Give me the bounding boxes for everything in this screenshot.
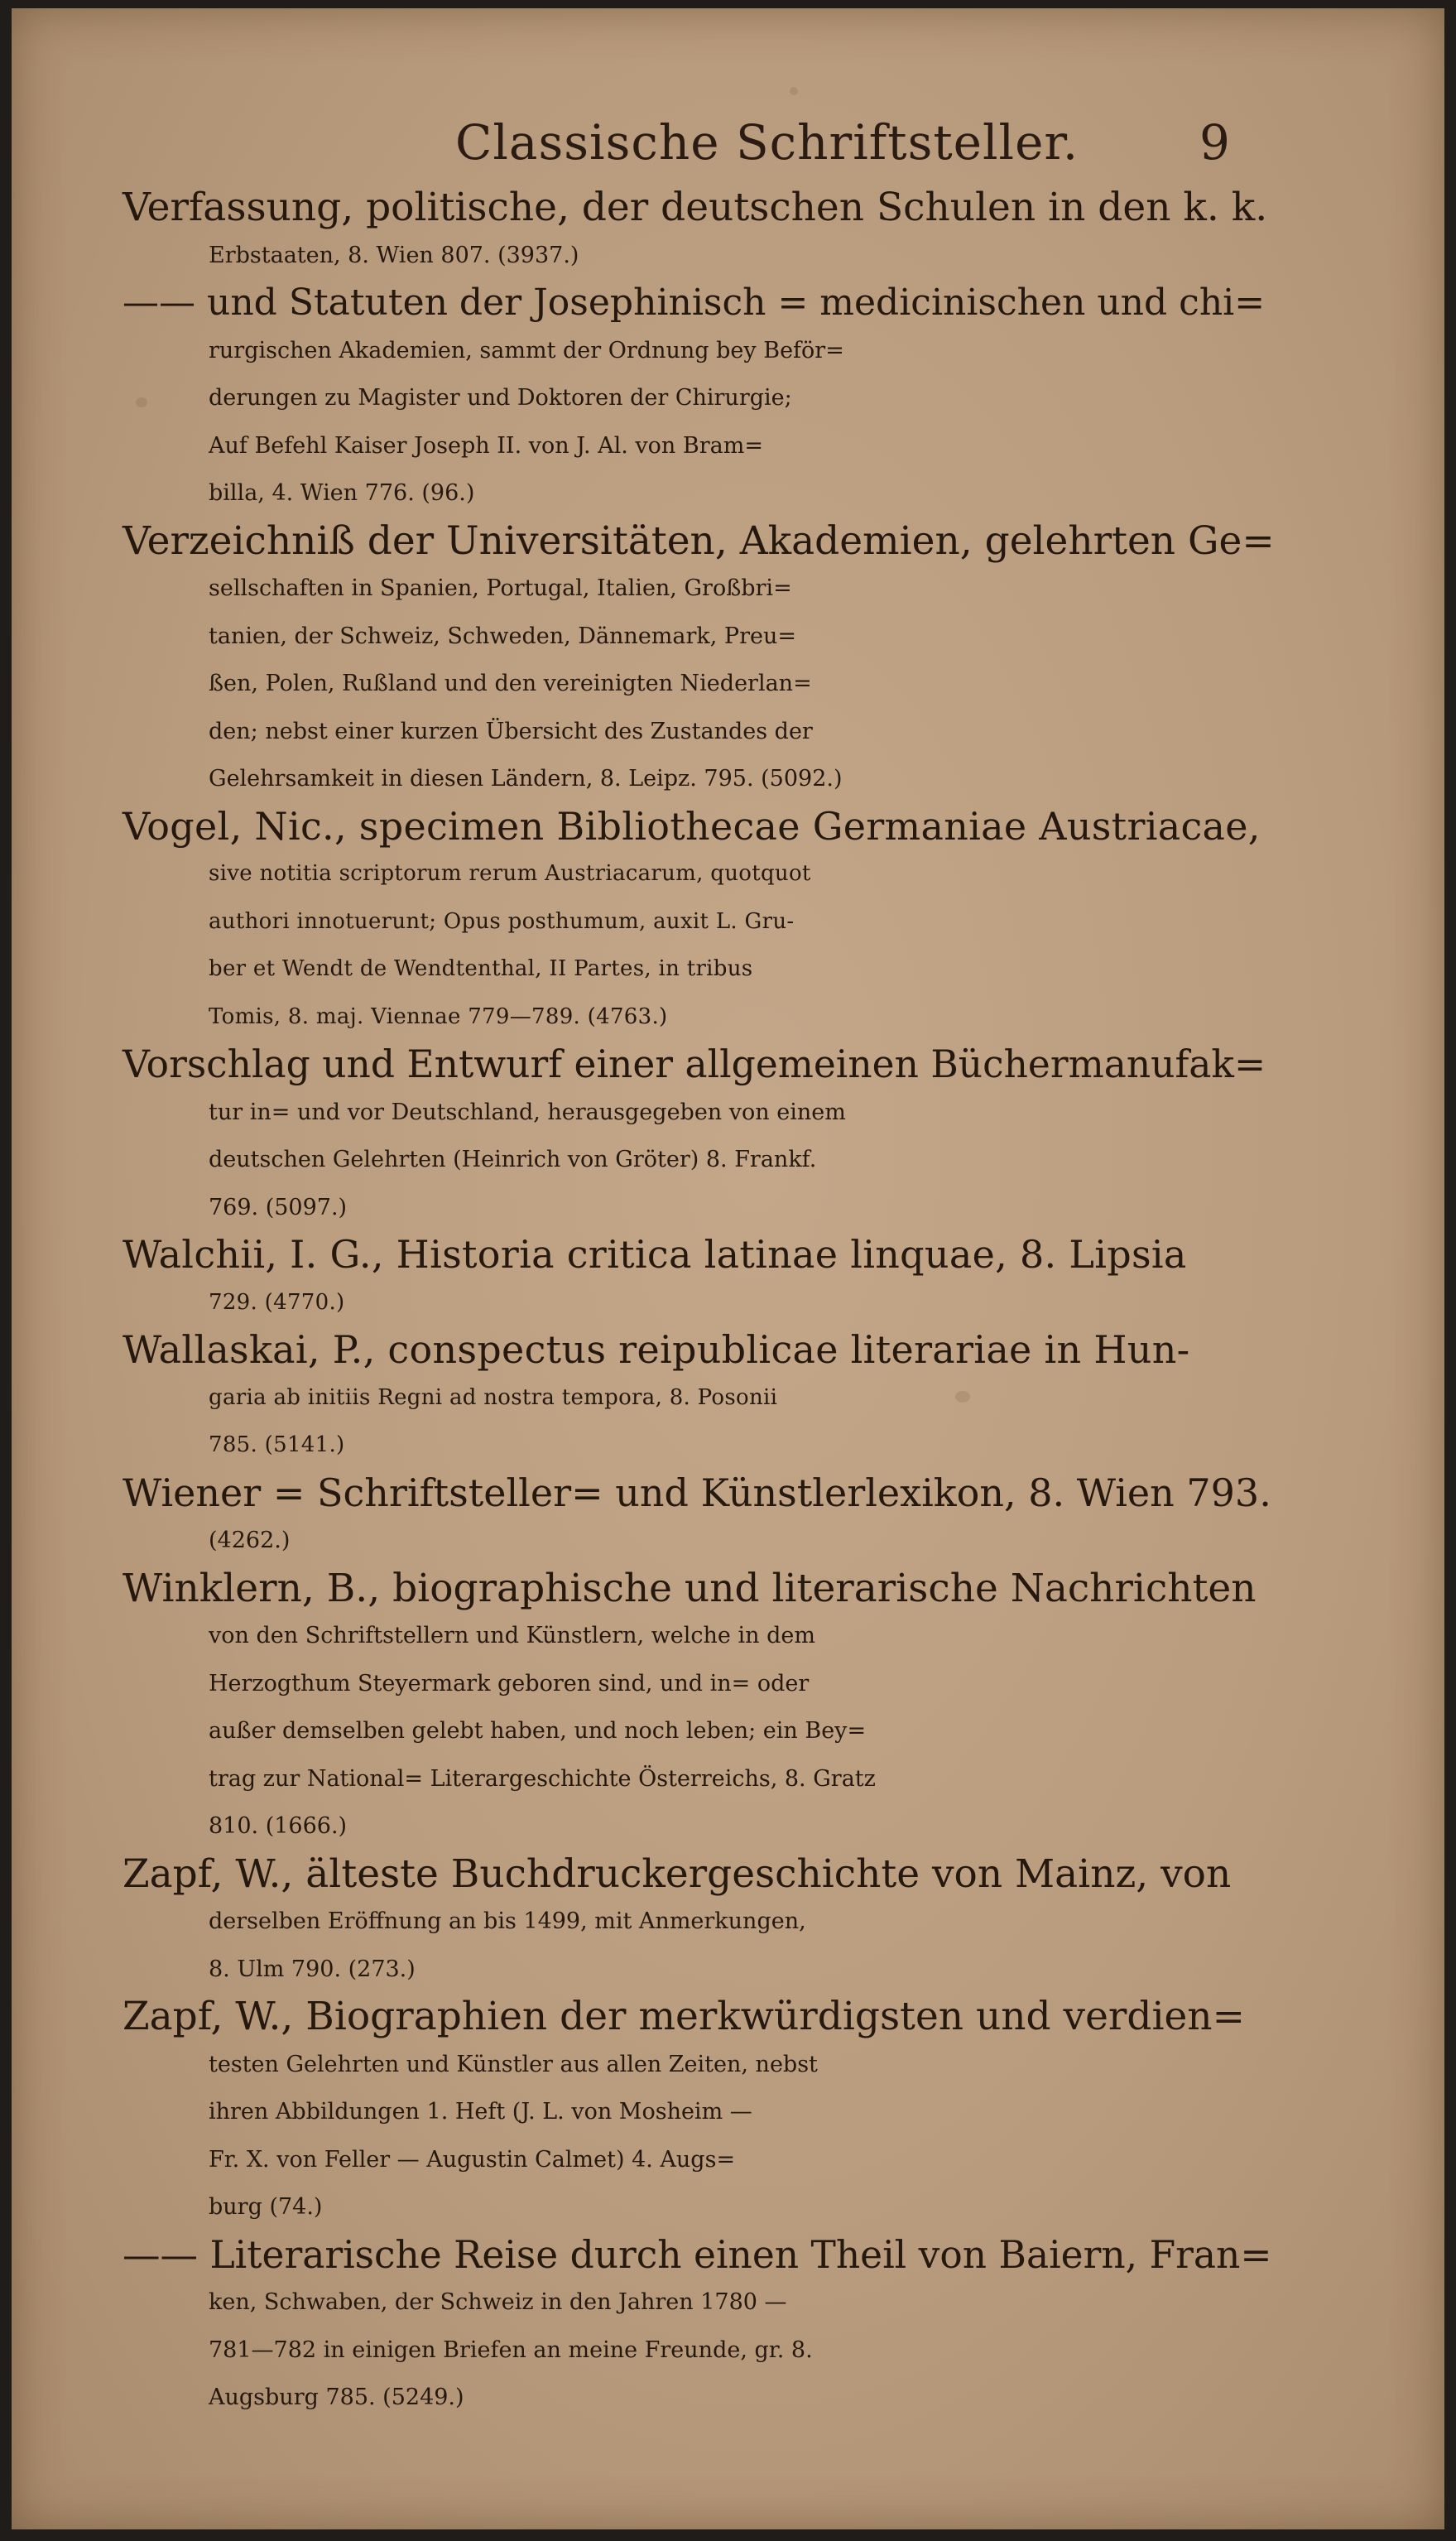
entry-first-line: Vogel, Nic., specimen Bibliothecae Germaniae Austriacae,: [123, 803, 1261, 849]
entry-continuation-line: sellschaften in Spanien, Portugal, Italien, Großbri=: [209, 575, 792, 601]
entry-continuation-line: (4262.): [209, 1528, 291, 1553]
entry-continuation-line: den; nebst einer kurzen Übersicht des Zustandes der: [209, 718, 813, 744]
entry-continuation-line: tur in= und vor Deutschland, herausgegeben von einem: [209, 1099, 846, 1125]
bibliography-entry: [123, 803, 1277, 1042]
entry-continuation-line: garia ab initiis Regni ad nostra tempora, 8. Posonii: [209, 1384, 778, 1410]
entry-continuation-line: trag zur National= Literargeschichte Österreichs, 8. Gratz: [209, 1765, 876, 1792]
entry-continuation-line: authori innotuerunt; Opus posthumum, auxit L. Gru-: [209, 908, 795, 934]
bibliography-entry: [123, 1231, 1277, 1326]
entry-first-line: Vorschlag und Entwurf einer allgemeinen Büchermanufak=: [123, 1042, 1266, 1086]
entry-first-line: Wallaskai, P., conspectus reipublicae literariae in Hun-: [123, 1327, 1190, 1372]
entry-continuation-line: Erbstaaten, 8. Wien 807. (3937.): [209, 242, 579, 268]
entry-continuation-line: 769. (5097.): [209, 1194, 348, 1220]
entry-first-line: —— und Statuten der Josephinisch = medicinischen und chi=: [123, 282, 1266, 324]
entry-continuation-line: ßen, Polen, Rußland und den vereinigten Niederlan=: [209, 671, 812, 696]
page-number: 9: [1199, 114, 1230, 171]
running-title: Classische Schriftsteller.: [455, 114, 1079, 171]
bibliography-entry: [123, 1850, 1277, 1994]
entry-continuation-line: deutschen Gelehrten (Heinrich von Gröter) 8. Frankf.: [209, 1147, 817, 1172]
entry-continuation-line: burg (74.): [209, 2194, 323, 2220]
entry-continuation-line: von den Schriftstellern und Künstlern, welche in dem: [209, 1623, 815, 1648]
paper-stain: [790, 87, 798, 95]
bibliography-entry: [123, 1565, 1277, 1850]
entry-first-line: Winklern, B., biographische und literarische Nachrichten: [123, 1565, 1257, 1611]
entry-continuation-line: außer demselben gelebt haben, und noch leben; ein Bey=: [209, 1718, 867, 1744]
bibliography-entry: [123, 279, 1277, 517]
entry-continuation-line: 785. (5141.): [209, 1432, 345, 1457]
entry-continuation-line: Fr. X. von Feller — Augustin Calmet) 4. Augs=: [209, 2146, 736, 2173]
entry-continuation-line: 810. (1666.): [209, 1813, 348, 1839]
bibliography-entry: [123, 1993, 1277, 2231]
entry-continuation-line: ihren Abbildungen 1. Heft (J. L. von Mosheim —: [209, 2099, 752, 2125]
entry-continuation-line: Auf Befehl Kaiser Joseph II. von J. Al. von Bram=: [209, 432, 763, 459]
bibliography-entry: [123, 2231, 1277, 2422]
entry-continuation-line: billa, 4. Wien 776. (96.): [209, 480, 475, 506]
entry-continuation-line: Augsburg 785. (5249.): [209, 2385, 464, 2410]
entry-continuation-line: ber et Wendt de Wendtenthal, II Partes, in tribus: [209, 956, 753, 981]
page-header: [12, 114, 1444, 189]
entry-continuation-line: 729. (4770.): [209, 1289, 345, 1315]
entry-first-line: Verzeichniß der Universitäten, Akademien, gelehrten Ge=: [123, 517, 1275, 564]
bibliography-entry: [123, 1326, 1277, 1470]
entry-continuation-line: derungen zu Magister und Doktoren der Chirurgie;: [209, 385, 792, 411]
entry-continuation-line: 8. Ulm 790. (273.): [209, 1956, 416, 1982]
entry-continuation-line: tanien, der Schweiz, Schweden, Dännemark, Preu=: [209, 623, 796, 649]
entry-continuation-line: sive notitia scriptorum rerum Austriacarum, quotquot: [209, 861, 811, 886]
entry-continuation-line: ken, Schwaben, der Schweiz in den Jahren 1780 —: [209, 2289, 787, 2315]
bibliography-list: [123, 184, 1277, 2422]
entry-first-line: Zapf, W., älteste Buchdruckergeschichte von Mainz, von: [123, 1850, 1232, 1897]
entry-first-line: Walchii, I. G., Historia critica latinae linquae, 8. Lipsia: [123, 1232, 1187, 1277]
book-page: [12, 8, 1444, 2529]
entry-continuation-line: rurgischen Akademien, sammt der Ordnung bey Beför=: [209, 337, 844, 363]
entry-continuation-line: 781—782 in einigen Briefen an meine Freunde, gr. 8.: [209, 2336, 813, 2363]
entry-continuation-line: testen Gelehrten und Künstler aus allen Zeiten, nebst: [209, 2051, 818, 2077]
bibliography-entry: [123, 184, 1277, 279]
bibliography-entry: [123, 1470, 1277, 1565]
entry-continuation-line: derselben Eröffnung an bis 1499, mit Anmerkungen,: [209, 1908, 806, 1934]
entry-continuation-line: Tomis, 8. maj. Viennae 779—789. (4763.): [209, 1003, 668, 1029]
entry-first-line: Zapf, W., Biographien der merkwürdigsten und verdien=: [123, 1994, 1245, 2039]
entry-first-line: Verfassung, politische, der deutschen Schulen in den k. k.: [123, 185, 1268, 230]
entry-continuation-line: Gelehrsamkeit in diesen Ländern, 8. Leipz. 795. (5092.): [209, 766, 843, 792]
entry-first-line: —— Literarische Reise durch einen Theil von Baiern, Fran=: [123, 2232, 1272, 2277]
bibliography-entry: [123, 1041, 1277, 1231]
entry-continuation-line: Herzogthum Steyermark geboren sind, und in= oder: [209, 1670, 810, 1696]
entry-first-line: Wiener = Schriftsteller= und Künstlerlexikon, 8. Wien 793.: [123, 1470, 1271, 1515]
bibliography-entry: [123, 517, 1277, 803]
